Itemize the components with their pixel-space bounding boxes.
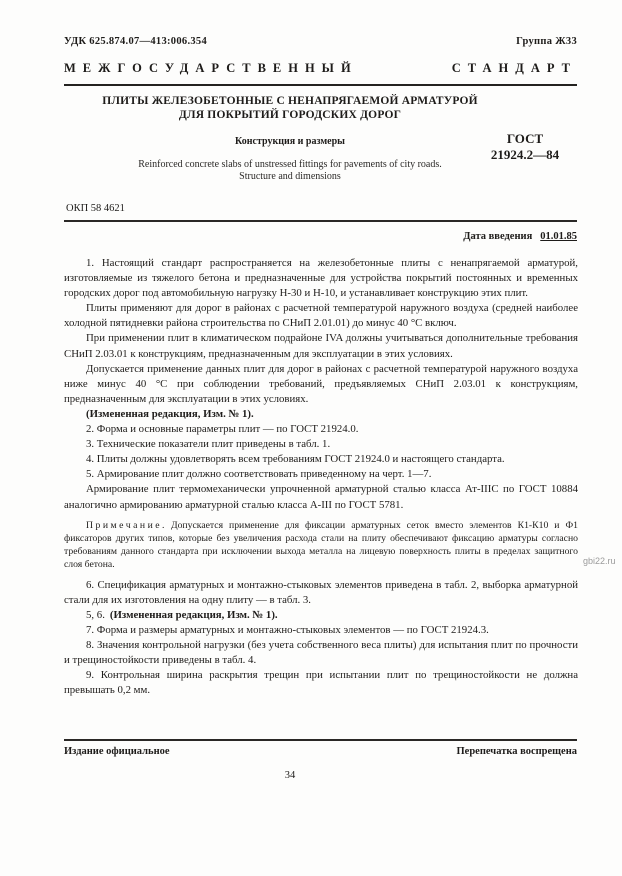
document-body <box>64 256 578 698</box>
gost-designation <box>470 131 580 162</box>
footer-row <box>64 746 577 757</box>
paragraph-item-6: 6. Спецификация арматурных и монтажно-стыковых элементов приведена в табл. 2, выборка арматурной стали для их изготовления на одну плиту — в табл. 3. <box>64 578 578 606</box>
date-value: 01.01.85 <box>540 231 577 242</box>
okp-divider <box>64 220 577 222</box>
paragraph-item-4: 4. Плиты должны удовлетворять всем требованиям ГОСТ 21924.0 и настоящего стандарта. <box>86 453 505 466</box>
amendment-note-1: (Измененная редакция, Изм. № 1). <box>86 407 254 420</box>
gost-number: 21924.2—84 <box>490 146 560 162</box>
subtitle-english-line1: Reinforced concrete slabs of unstressed fittings for pavements of city roads. <box>138 159 442 170</box>
gost-label: ГОСТ <box>506 131 544 146</box>
paragraph-item-2: 2. Форма и основные параметры плит — по ГОСТ 21924.0. <box>86 423 359 436</box>
subtitle-russian: Конструкция и размеры <box>235 136 345 147</box>
standard-kind-word2: СТАНДАРТ <box>451 61 577 75</box>
paragraph-item-5b: Армирование плит термомеханически упрочненной арматурной сталью класса Ат-IIIC по ГОСТ 10884 аналогично армированию арматурной сталью класса А-III по ГОСТ 5781. <box>64 483 578 511</box>
subtitle-english-line2: Structure and dimensions <box>239 171 341 182</box>
amendment-prefix: 5, 6. <box>86 608 105 621</box>
paragraph-3: При применении плит в климатическом подрайоне IVA должны учитываться дополнительные требования СНиП 2.03.01 к конструкциям, предназначенным для эксплуатации в этих условиях. <box>64 332 578 360</box>
page-number: 34 <box>284 770 296 781</box>
title-line-2: ДЛЯ ПОКРЫТИЙ ГОРОДСКИХ ДОРОГ <box>178 108 402 121</box>
paragraph-4: Допускается применение данных плит для дорог в районах с расчетной температурой наружного воздуха ниже минус 40 °С при соблюдении требований, предъявляемых СНиП 2.03.01 к конструкциям, предназначенным для эксплуатации в этих условиях. <box>64 362 578 405</box>
standard-kind-word1: МЕЖГОСУДАРСТВЕННЫЙ <box>64 61 358 75</box>
paragraph-item-5: 5. Армирование плит должно соответствовать приведенному на черт. 1—7. <box>86 468 432 481</box>
introduction-date <box>463 231 577 242</box>
udk-code: УДК 625.874.07—413:006.354 <box>64 36 208 47</box>
paragraph-item-9: 9. Контрольная ширина раскрытия трещин при испытании плит по трещиностойкости не должна превышать 0,2 мм. <box>64 669 578 697</box>
paragraph-2: Плиты применяют для дорог в районах с расчетной температурой наружного воздуха (средней наиболее холодной пятидневки района строительства по СНиП 2.01.01) до минус 40 °С включ. <box>64 302 578 330</box>
header-divider <box>64 84 577 86</box>
note-block <box>64 519 578 571</box>
reprint-forbidden-label: Перепечатка воспрещена <box>456 746 577 757</box>
classification-row <box>64 36 577 47</box>
note-label: Примечание. <box>86 519 167 531</box>
date-label: Дата введения <box>463 231 533 242</box>
subtitle-english <box>64 159 516 183</box>
footer-divider <box>64 739 577 741</box>
standard-kind-heading <box>64 61 577 76</box>
title-line-1: ПЛИТЫ ЖЕЛЕЗОБЕТОННЫЕ С НЕНАПРЯГАЕМОЙ АРМАТУРОЙ <box>102 95 478 107</box>
amendment-note-2 <box>64 608 578 623</box>
paragraph-item-3: 3. Технические показатели плит приведены в табл. 1. <box>86 438 331 451</box>
amendment-bold-text: (Измененная редакция, Изм. № 1). <box>109 608 278 621</box>
watermark-text: gbi22.ru <box>583 556 616 566</box>
official-edition-label: Издание официальное <box>64 746 170 757</box>
paragraph-item-7: 7. Форма и размеры арматурных и монтажно-стыковых элементов — по ГОСТ 21924.3. <box>86 623 489 636</box>
paragraph-item-8: 8. Значения контрольной нагрузки (без учета собственного веса плиты) для испытания плит по прочности и трещиностойкости приведены в табл. 4. <box>64 638 578 667</box>
document-title <box>64 95 516 122</box>
group-code: Группа Ж33 <box>516 36 577 47</box>
paragraph-1: 1. Настоящий стандарт распространяется на железобетонные плиты с ненапрягаемой арматурой, изготовляемые из тяжелого бетона и предназначенные для устройства покрытий постоянных и временных городских дорог под автомобильную нагрузку Н-30 и Н-10, и устанавливает конструкцию этих плит. <box>64 257 578 300</box>
note-text: Допускается применение для фиксации арматурных сеток вместо элементов К1-К10 и Ф1 фиксаторов других типов, которые без увеличения расхода стали на плиту обеспечивают фиксацию арматуры согласно требованиям данного стандарта при исключении выхода металла на лицевую поверхность плиты в пределах защитного слоя бетона. <box>64 519 578 570</box>
okp-code: ОКП 58 4621 <box>66 203 125 214</box>
